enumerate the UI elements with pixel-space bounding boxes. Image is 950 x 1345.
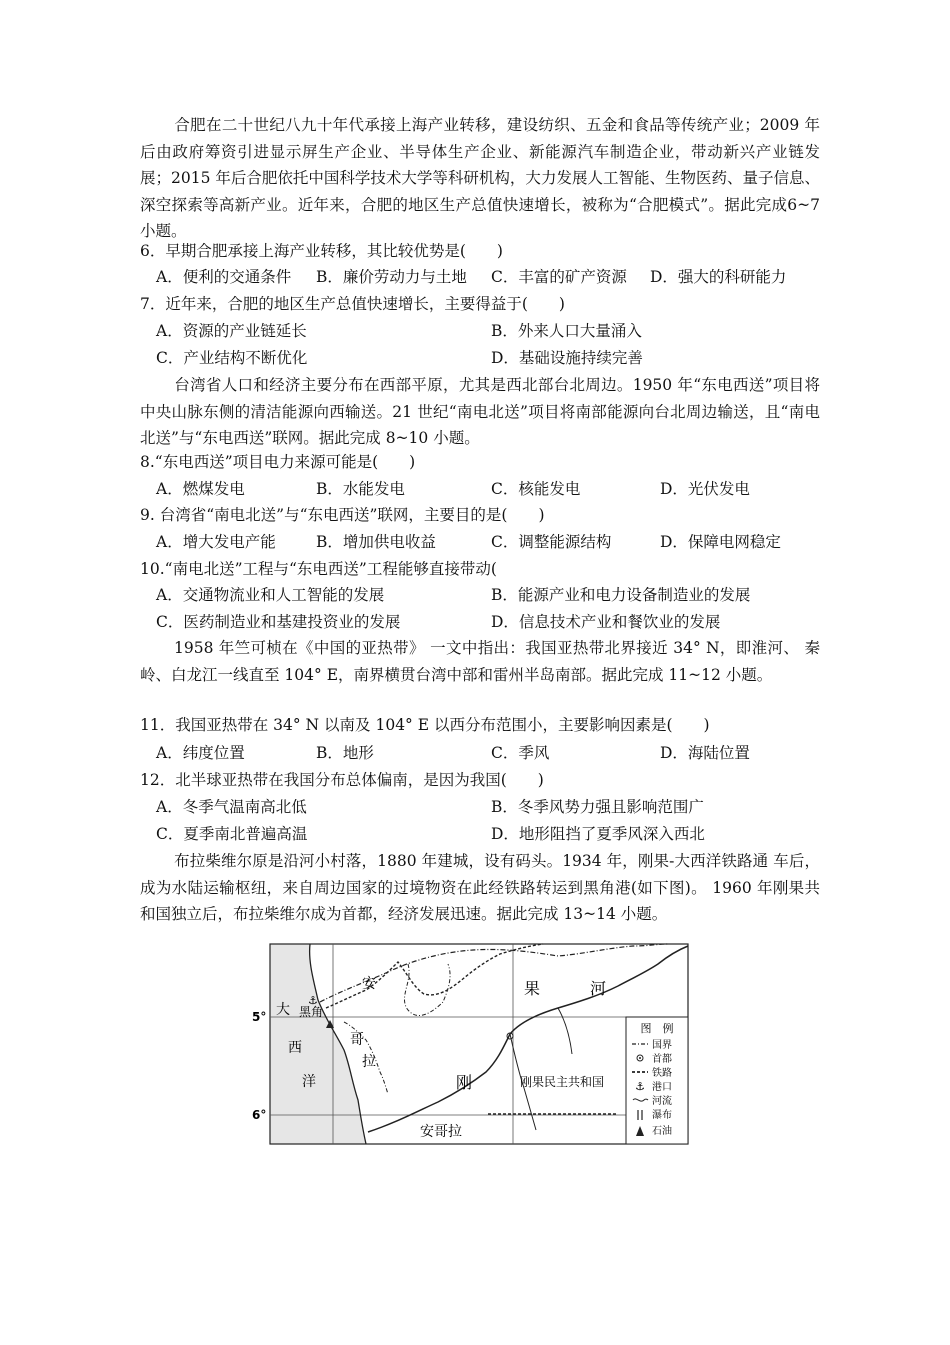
q8-option-c[interactable]: C．核能发电 (491, 480, 581, 498)
q7-option-d[interactable]: D．基础设施持续完善 (491, 349, 643, 367)
q10-option-d[interactable]: D．信息技术产业和餐饮业的发展 (491, 613, 721, 631)
ocean-label-1: 大 (276, 1002, 290, 1018)
q6-option-d[interactable]: D．强大的科研能力 (650, 268, 787, 286)
congo-map (248, 942, 698, 1146)
passage-hefei: 合肥在二十世纪八九十年代承接上海产业转移，建设纺织、五金和食品等传统产业；2009 年后由政府筹资引进显示屏生产企业、半导体生产企业、新能源汽车制造企业，带动新兴产业链发展；2015 年后合肥依托中国科学技术大学等科研机构，大力发展人工智能、生物医药、量子信息、深空探索等高新产业。近年来，合肥的地区生产总值快速增长，被称为“合肥模式”。据此完成6~7 小题。 (140, 116, 820, 240)
q7-option-a[interactable]: A．资源的产业链延长 (156, 322, 307, 340)
q6-option-c[interactable]: C．丰富的矿产资源 (491, 268, 627, 286)
border-cabinda (404, 964, 450, 1015)
q7-option-b[interactable]: B．外来人口大量涌入 (491, 322, 642, 340)
q8-stem: 8.“东电西送”项目电力来源可能是( ) (140, 453, 416, 471)
congo-label-2: 刚 (456, 1073, 473, 1092)
q7-stem: 7．近年来，合肥的地区生产总值快速增长，主要得益于( ) (140, 295, 565, 313)
q9-option-a[interactable]: A．增大发电产能 (156, 533, 276, 551)
angola-north-label-1: 安 (362, 976, 376, 992)
q10-option-a[interactable]: A．交通物流业和人工智能的发展 (156, 586, 385, 604)
q12-option-d[interactable]: D．地形阻挡了夏季风深入西北 (491, 825, 705, 843)
legend-title: 图 例 (640, 1022, 674, 1035)
border-north (320, 944, 668, 1002)
angola-south-label: 安哥拉 (420, 1124, 462, 1140)
legend-item-oil: 石油 (652, 1126, 672, 1137)
q10-stem: 10.“南电北送”工程与“东电西送”工程能够直接带动( (140, 560, 497, 578)
q6-option-b[interactable]: B．廉价劳动力与土地 (316, 268, 467, 286)
q8-option-a[interactable]: A．燃煤发电 (156, 480, 245, 498)
q11-option-b[interactable]: B．地形 (316, 744, 374, 762)
river-label: 河 (590, 979, 607, 998)
passage-taiwan: 台湾省人口和经济主要分布在西部平原，尤其是西北部台北周边。1950 年“东电西送”项目将中央山脉东侧的清洁能源向西输送。21 世纪“南电北送”项目将南部能源向台北周边输送，且“南电北送”与“东电西送”联网。据此完成 8~10 小题。 (140, 376, 820, 447)
q11-option-d[interactable]: D．海陆位置 (660, 744, 750, 762)
q6-option-a[interactable]: A．便利的交通条件 (156, 268, 292, 286)
q11-option-a[interactable]: A．纬度位置 (156, 744, 245, 762)
legend-item-border: 国界 (652, 1040, 672, 1051)
passage-brazzaville: 布拉柴维尔原是沿河小村落，1880 年建城，设有码头。1934 年，刚果-大西洋铁路通 车后，成为水陆运输枢纽，来自周边国家的过境物资在此经铁路转运到黑角港(如下图)。 1960 年刚果共和国独立后，布拉柴维尔成为首都，经济发展迅速。据此完成 13~14 小题。 (140, 852, 820, 923)
q8-option-b[interactable]: B．水能发电 (316, 480, 405, 498)
congo-map-svg (248, 942, 698, 1146)
congo-label-1: 果 (524, 979, 541, 998)
legend-item-river: 河流 (652, 1096, 672, 1107)
q8-option-d[interactable]: D．光伏发电 (660, 480, 750, 498)
q11-stem: 11．我国亚热带在 34° N 以南及 104° E 以西分布范围小，主要影响因素是( ) (140, 716, 710, 734)
angola-north-label-3: 拉 (362, 1054, 376, 1070)
q10-option-b[interactable]: B．能源产业和电力设备制造业的发展 (491, 586, 751, 604)
q10-option-c[interactable]: C．医药制造业和基建投资业的发展 (156, 613, 401, 631)
q7-option-c[interactable]: C．产业结构不断优化 (156, 349, 308, 367)
angola-north-label-2: 哥 (350, 1032, 364, 1048)
q12-option-a[interactable]: A．冬季气温南高北低 (156, 798, 307, 816)
river-tributary-2 (558, 1008, 572, 1054)
q6-stem: 6．早期合肥承接上海产业转移，其比较优势是( ) (140, 242, 503, 260)
ocean-label-2: 西 (288, 1040, 302, 1056)
q12-option-c[interactable]: C．夏季南北普遍高温 (156, 825, 308, 843)
lat-label-5: 5° (252, 1010, 267, 1024)
drc-label: 刚果民主共和国 (520, 1075, 605, 1089)
q9-option-b[interactable]: B．增加供电收益 (316, 533, 436, 551)
legend-item-waterfall: 瀑布 (652, 1110, 672, 1121)
railway-line (326, 944, 543, 1008)
legend-item-railway: 铁路 (652, 1068, 672, 1079)
q9-option-c[interactable]: C．调整能源结构 (491, 533, 612, 551)
q9-stem: 9. 台湾省“南电北送”与“东电西送”联网，主要目的是( ) (140, 506, 545, 524)
q9-option-d[interactable]: D．保障电网稳定 (660, 533, 781, 551)
ocean-label-3: 洋 (302, 1074, 316, 1090)
legend-capital-dot (639, 1057, 641, 1059)
legend-item-port: 港口 (652, 1082, 672, 1093)
legend-item-capital: 首都 (652, 1054, 672, 1065)
port-label: 黑角 (299, 1005, 324, 1019)
q12-option-b[interactable]: B．冬季风势力强且影响范围广 (491, 798, 704, 816)
anchor-icon: ⚓ (635, 1080, 645, 1093)
port-anchor-icon: ⚓ (308, 994, 318, 1007)
passage-subtropics: 1958 年竺可桢在《中国的亚热带》 一文中指出：我国亚热带北界接近 34° N，即淮河、 秦岭、白龙江一线直至 104° E，南界横贯台湾中部和雷州半岛南部。据此完成 11~12 小题。 (140, 639, 820, 684)
lat-label-6: 6° (252, 1108, 267, 1122)
q11-option-c[interactable]: C．季风 (491, 744, 550, 762)
q12-stem: 12．北半球亚热带在我国分布总体偏南，是因为我国( ) (140, 771, 544, 789)
